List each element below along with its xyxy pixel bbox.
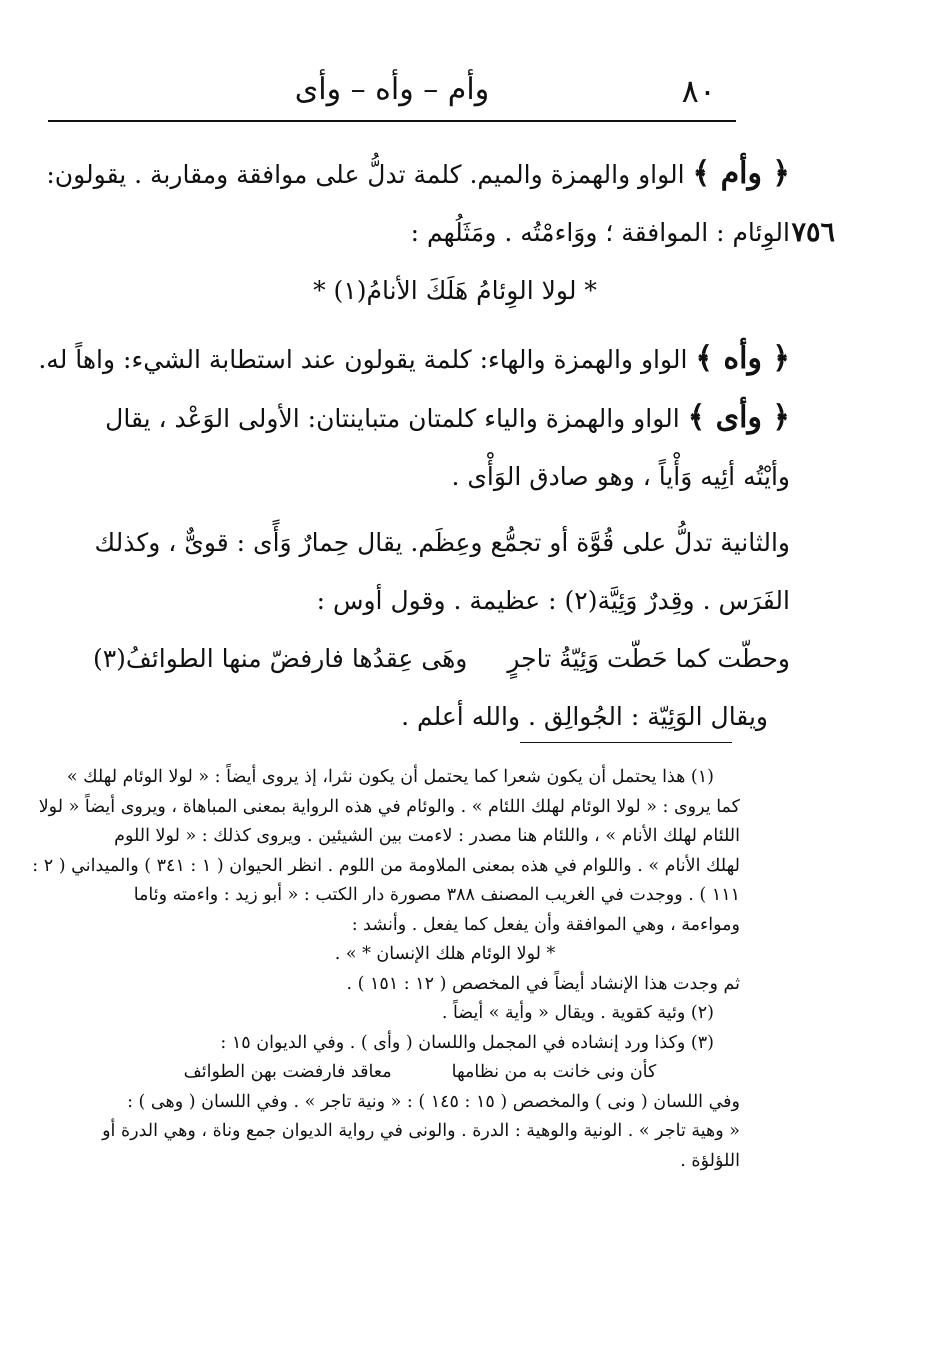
headword: ﴿ وأى ﴾ xyxy=(687,400,790,435)
footnote-line: كما يروى : « لولا الوئام لهلك اللئام » . والوئام في هذه الرواية بمعنى المباهاة ، ويروى أيضاً « لولا xyxy=(38,796,740,817)
footnote-line: وفي اللسان ( ونى ) والمخصص ( ١٥ : ١٤٥ ) : « ونية تاجر » . وفي اللسان ( وهى ) : xyxy=(127,1091,740,1112)
footnotes xyxy=(32,763,740,1176)
hemistich-right: وحطّت كما حَطّت وَئِيّةُ تاجرٍ xyxy=(507,644,790,673)
page-number: ٨٠ xyxy=(681,72,716,110)
entry-line xyxy=(40,204,835,262)
footnote-poem xyxy=(40,1058,740,1088)
footnote-line: اللئام لهلك الأنام » ، واللئام هنا مصدر : لاءمت بين الشيئين . ويروى كذلك : « لولا اللوم xyxy=(114,826,740,846)
footnote-line: لهلك الأنام » . واللوام في هذه بمعنى الملاومة من اللوم . انظر الحيوان ( ١ : ٣٤١ ) والميداني ( ٢ : xyxy=(32,855,740,876)
verse-line: * لولا الوِئامُ هَلَكَ الأنامُ(١) * xyxy=(313,276,597,305)
entry-line xyxy=(40,389,790,448)
entry-line: الفَرَس . وقِدرٌ وَئِيَّة(٢) : عظيمة . وقول أوس : xyxy=(316,586,790,615)
poem-verse xyxy=(40,630,790,688)
entry-text: الواو والهمزة والميم. كلمة تدلُّ على موافقة ومقاربة . يقولون: xyxy=(46,160,685,189)
footnote-separator xyxy=(520,742,732,743)
entry-text: الوِئام : الموافقة ؛ ووَاءمْتُه . ومَثَلُهم : xyxy=(410,218,790,247)
entry-line xyxy=(40,145,790,204)
footnote-line: * لولا الوئام هلك الإنسان * » . xyxy=(334,944,556,964)
footnote-line: اللؤلؤة . xyxy=(680,1150,740,1171)
footnote-line: (١) هذا يحتمل أن يكون شعرا كما يحتمل أن يكون نثرا، إذ يروى أيضاً : « لولا الوئام لهلك » xyxy=(66,767,714,787)
entry-text: الواو والهمزة والهاء: كلمة يقولون عند استطابة الشيء: واهاً له. xyxy=(38,345,688,374)
hemistich-left: وهَى عِقدُها فارفضّ منها الطوائفُ(٣) xyxy=(92,644,468,673)
entry-line: ويقال الوَئِيّة : الجُوالِق . والله أعلم . xyxy=(401,702,768,731)
hemistich-left: معاقد فارفضت بهن الطوائف xyxy=(183,1062,392,1082)
footnote-line: ثم وجدت هذا الإنشاد أيضاً في المخصص ( ١٢ : ١٥١ ) . xyxy=(346,973,740,994)
footnote-line: « وهية تاجر » . الونية والوهية : الدرة . والونى في رواية الديوان جمع وناة ، وهي الدرة أو xyxy=(102,1121,740,1141)
headword: ﴿ وأه ﴾ xyxy=(695,341,790,376)
footnote-line: (٢) وئية كقوية . ويقال « وأية » أيضاً . xyxy=(441,1003,714,1023)
hemistich-right: كأن ونى خانت به من نظامها xyxy=(451,1062,657,1082)
footnote-line: ١١١ ) . ووجدت في الغريب المصنف ٣٨٨ مصورة دار الكتب : « أبو زيد : واءمته وئاما xyxy=(133,885,740,905)
entry-line: والثانية تدلُّ على قُوَّة أو تجمُّع وعِظَم. يقال حِمارٌ وَأًى : قوىٌّ ، وكذلك xyxy=(94,528,790,557)
page-header xyxy=(48,66,736,122)
entry-line: وأيْتُه أئِيه وَأْياً ، وهو صادق الوَأْى . xyxy=(451,462,790,491)
main-text xyxy=(38,145,835,746)
entry-line xyxy=(40,330,790,389)
headword: ﴿ وأم ﴾ xyxy=(692,156,790,191)
footnote-line: (٣) وكذا ورد إنشاده في المجمل واللسان ( وأى ) . وفي الديوان ١٥ : xyxy=(220,1032,714,1053)
running-title: وأم – وأه – وأى xyxy=(294,72,490,107)
entry-number: ٧٥٦ xyxy=(791,217,835,248)
entry-text: الواو والهمزة والياء كلمتان متباينتان: الأولى الوَعْد ، يقال xyxy=(105,404,680,433)
footnote-line: ومواءمة ، وهي الموافقة وأن يفعل كما يفعل . وأنشد : xyxy=(351,914,740,935)
